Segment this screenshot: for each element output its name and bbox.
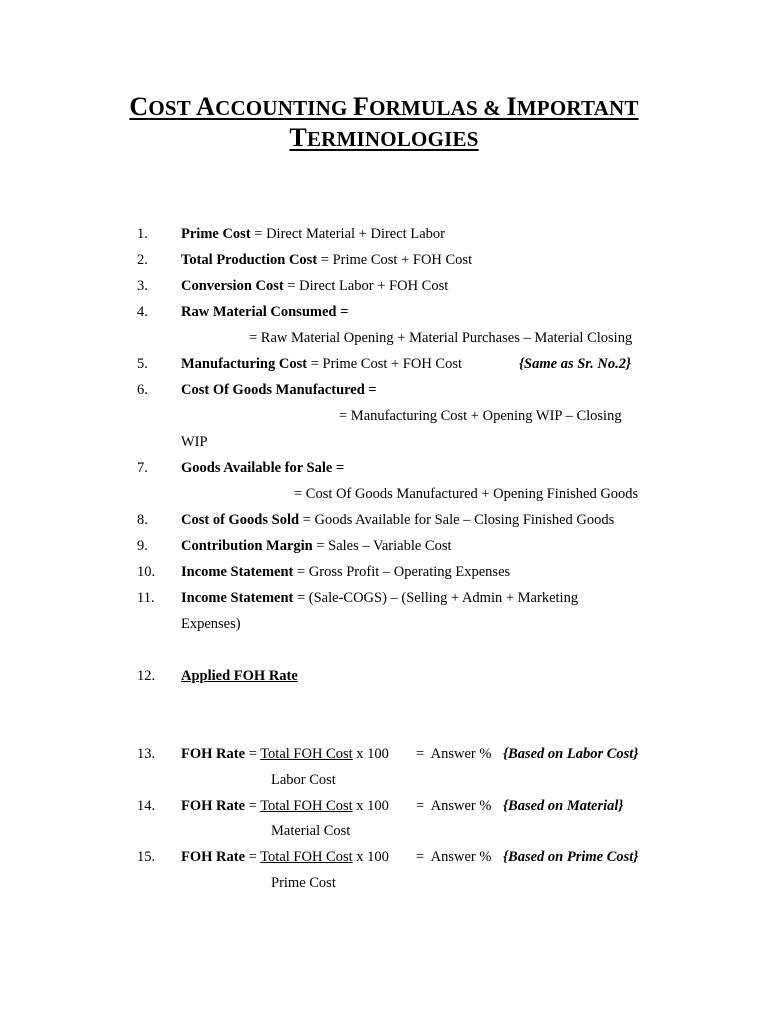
title-word: OST bbox=[148, 96, 197, 120]
formula-note: {Same as Sr. No.2} bbox=[519, 356, 632, 372]
formula-term: Cost Of Goods Manufactured = bbox=[181, 382, 377, 398]
formula-answer: = Answer % bbox=[416, 849, 492, 865]
title-word: ERMINOLOGIES bbox=[306, 127, 479, 151]
heading-applied-foh-rate: Applied FOH Rate bbox=[181, 668, 298, 684]
formula-multiplier: x 100 bbox=[352, 746, 389, 762]
title-initial: C bbox=[129, 92, 149, 121]
fraction-denominator: Prime Cost bbox=[271, 875, 336, 891]
formula-item bbox=[0, 460, 768, 480]
fraction-denominator-row bbox=[0, 823, 768, 843]
fraction-denominator: Material Cost bbox=[271, 823, 351, 839]
formula-term: FOH Rate bbox=[181, 746, 246, 762]
item-number: 11. bbox=[137, 590, 155, 606]
section-heading bbox=[0, 668, 768, 688]
fraction-numerator: Total FOH Cost bbox=[260, 746, 353, 762]
formula-term: Total Production Cost bbox=[181, 252, 318, 268]
formula-term: FOH Rate bbox=[181, 849, 246, 865]
formula-text bbox=[181, 590, 578, 607]
title-word: MPORTANT bbox=[516, 96, 639, 120]
item-number: 7. bbox=[137, 460, 148, 476]
foh-rate-formula bbox=[0, 798, 768, 818]
formula-item bbox=[0, 226, 768, 246]
formula-term: FOH Rate bbox=[181, 798, 246, 814]
formula-item bbox=[0, 252, 768, 272]
page-title bbox=[0, 92, 768, 122]
formula-text bbox=[181, 304, 348, 321]
fraction-denominator: Labor Cost bbox=[271, 772, 336, 788]
item-number: 3. bbox=[137, 278, 148, 294]
formula-answer: = Answer % bbox=[416, 746, 492, 762]
item-number: 6. bbox=[137, 382, 148, 398]
formula-equals: = bbox=[245, 746, 261, 762]
foh-rate-formula bbox=[0, 746, 768, 766]
formula-equation: = Prime Cost + FOH Cost bbox=[317, 252, 473, 268]
formula-continuation bbox=[0, 408, 768, 428]
formula-equation: = Prime Cost + FOH Cost bbox=[307, 356, 463, 372]
formula-term: Cost of Goods Sold bbox=[181, 512, 300, 528]
formula-item bbox=[0, 564, 768, 584]
formula-term: Income Statement bbox=[181, 564, 294, 580]
formula-item bbox=[0, 538, 768, 558]
formula-equation: Expenses) bbox=[181, 616, 241, 632]
formula-note: {Based on Prime Cost} bbox=[503, 849, 639, 865]
formula-equation: = Direct Labor + FOH Cost bbox=[283, 278, 449, 294]
formula-equation: = Sales – Variable Cost bbox=[312, 538, 452, 554]
formula-term: Raw Material Consumed = bbox=[181, 304, 349, 320]
formula-term: Contribution Margin bbox=[181, 538, 313, 554]
formula-text bbox=[181, 356, 462, 373]
title-initial: F bbox=[353, 92, 370, 121]
formula-equation: = Raw Material Opening + Material Purchases – Material Closing bbox=[249, 330, 633, 346]
page-title-line2 bbox=[0, 123, 768, 153]
formula-continuation bbox=[0, 434, 768, 454]
formula-text bbox=[181, 226, 445, 243]
foh-rate-formula bbox=[0, 849, 768, 869]
formula-text bbox=[181, 564, 510, 581]
formula-note: {Based on Material} bbox=[503, 798, 624, 814]
formula-equals: = bbox=[245, 849, 261, 865]
fraction-numerator: Total FOH Cost bbox=[260, 849, 353, 865]
formula-term: Goods Available for Sale = bbox=[181, 460, 345, 476]
formula-continuation bbox=[0, 486, 768, 506]
formula-item bbox=[0, 278, 768, 298]
formula-equation: = Direct Material + Direct Labor bbox=[250, 226, 445, 242]
item-number: 5. bbox=[137, 356, 148, 372]
item-number: 1. bbox=[137, 226, 148, 242]
formula-text bbox=[181, 382, 377, 399]
item-number: 12. bbox=[137, 668, 156, 684]
title-word: ORMULAS & bbox=[369, 96, 507, 120]
formula-term: Prime Cost bbox=[181, 226, 251, 242]
fraction-denominator-row bbox=[0, 875, 768, 895]
item-number: 13. bbox=[137, 746, 156, 762]
item-number: 4. bbox=[137, 304, 148, 320]
formula-equation: = Gross Profit – Operating Expenses bbox=[293, 564, 511, 580]
item-number: 2. bbox=[137, 252, 148, 268]
formula-term: Income Statement bbox=[181, 590, 294, 606]
formula-multiplier: x 100 bbox=[352, 798, 389, 814]
formula-equation: = Cost Of Goods Manufactured + Opening Finished Goods bbox=[294, 486, 639, 502]
item-number: 10. bbox=[137, 564, 156, 580]
formula-term: Conversion Cost bbox=[181, 278, 284, 294]
formula-item bbox=[0, 356, 768, 376]
fraction-denominator-row bbox=[0, 772, 768, 792]
formula-text bbox=[181, 278, 448, 295]
formula-equation: = Goods Available for Sale – Closing Finished Goods bbox=[299, 512, 615, 528]
formula-continuation bbox=[0, 616, 768, 636]
item-number: 15. bbox=[137, 849, 156, 865]
formula-text bbox=[181, 746, 389, 763]
formula-text bbox=[181, 798, 389, 815]
title-word: CCOUNTING bbox=[215, 96, 354, 120]
formula-note: {Based on Labor Cost} bbox=[503, 746, 639, 762]
formula-item bbox=[0, 590, 768, 610]
formula-equation: = (Sale-COGS) – (Selling + Admin + Marketing bbox=[293, 590, 579, 606]
formula-item bbox=[0, 512, 768, 532]
formula-answer: = Answer % bbox=[416, 798, 492, 814]
fraction-numerator: Total FOH Cost bbox=[260, 798, 353, 814]
formula-multiplier: x 100 bbox=[352, 849, 389, 865]
formula-text bbox=[181, 460, 344, 477]
title-initial: T bbox=[289, 123, 307, 152]
formula-item bbox=[0, 382, 768, 402]
formula-text bbox=[181, 512, 614, 529]
formula-item bbox=[0, 304, 768, 324]
item-number: 8. bbox=[137, 512, 148, 528]
formula-term: Manufacturing Cost bbox=[181, 356, 308, 372]
title-initial: A bbox=[196, 92, 216, 121]
formula-text bbox=[181, 849, 389, 866]
formula-equation: WIP bbox=[181, 434, 208, 450]
formula-equation: = Manufacturing Cost + Opening WIP – Closing bbox=[339, 408, 622, 424]
formula-text bbox=[181, 252, 472, 269]
title-initial: I bbox=[506, 92, 517, 121]
item-number: 14. bbox=[137, 798, 156, 814]
formula-text bbox=[181, 538, 452, 555]
item-number: 9. bbox=[137, 538, 148, 554]
formula-equals: = bbox=[245, 798, 261, 814]
formula-continuation bbox=[0, 330, 768, 350]
